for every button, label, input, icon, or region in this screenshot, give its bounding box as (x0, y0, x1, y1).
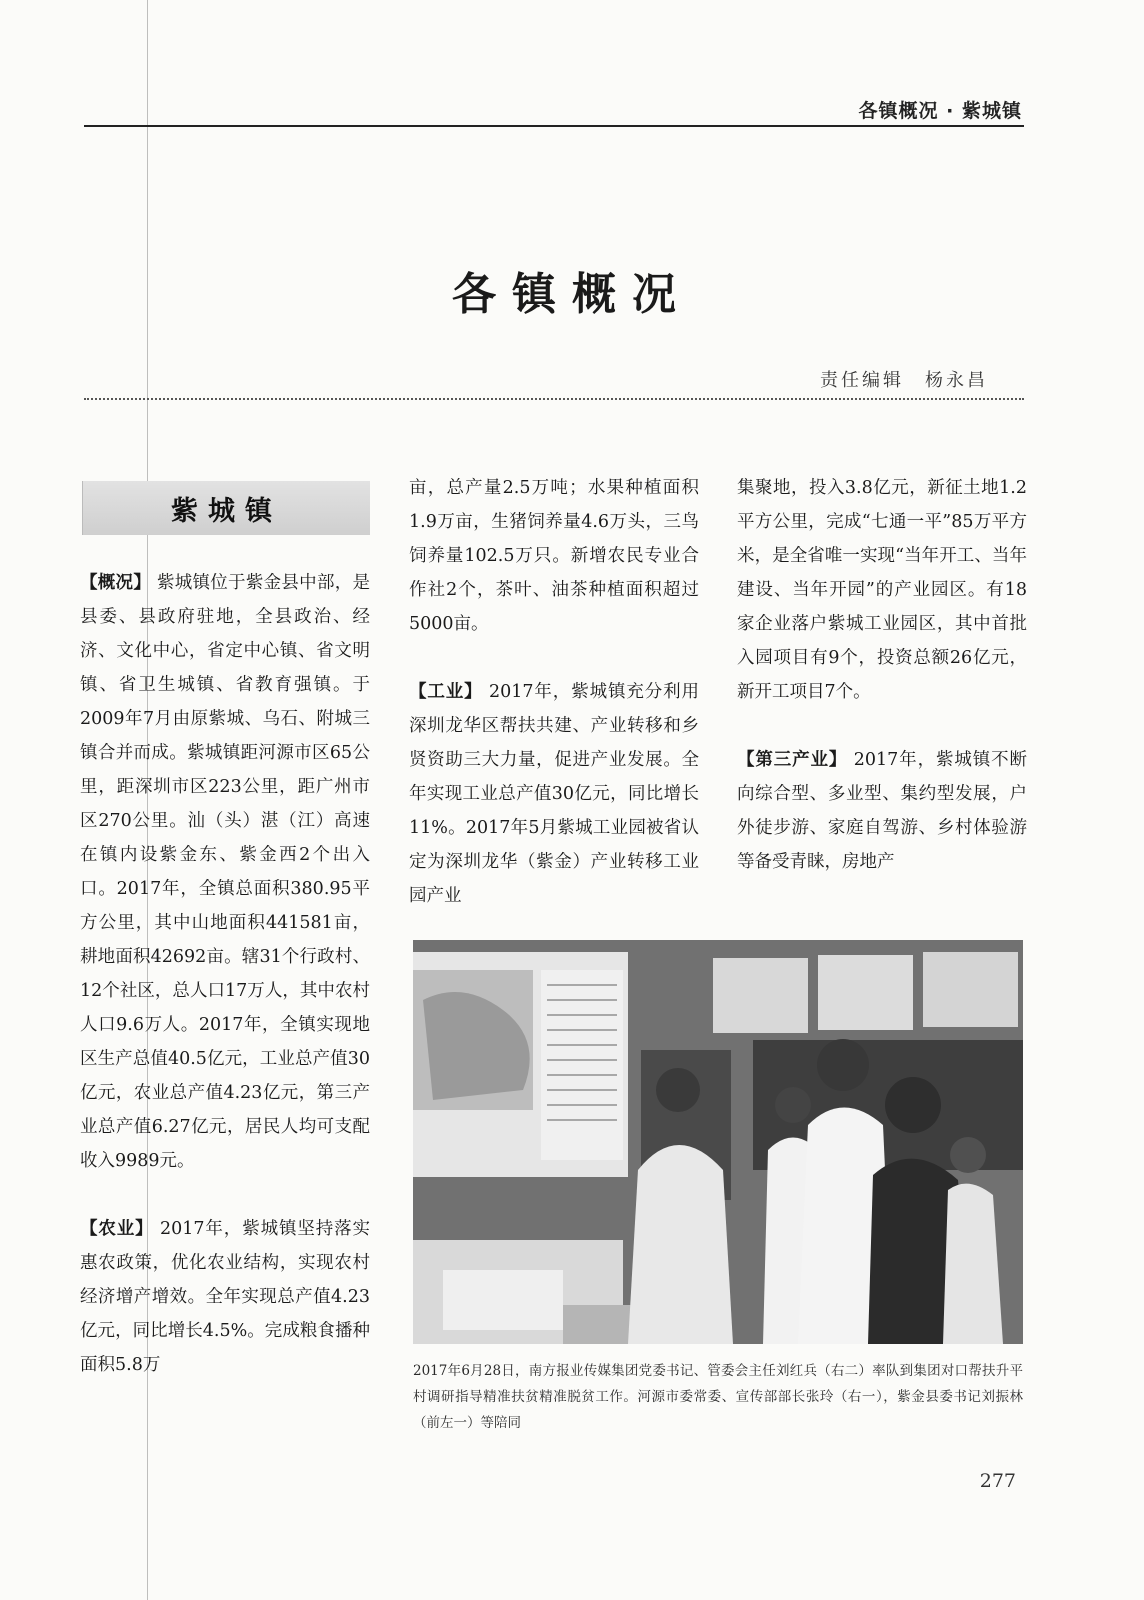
column-3 (737, 471, 1027, 879)
column-1 (80, 566, 370, 1382)
agriculture-text: 2017年，紫城镇坚持落实惠农政策，优化农业结构，实现农村经济增产增效。全年实现总产值4.23亿元，同比增长4.5%。完成粮食播种面积5.8万 (80, 1219, 370, 1375)
paragraph-agriculture (80, 1212, 370, 1382)
editor-credit: 责任编辑 杨永昌 (820, 370, 988, 391)
tag-overview: 【概况】 (80, 573, 152, 593)
page-number: 277 (979, 1470, 1016, 1492)
paragraph-industry (409, 675, 699, 913)
industry-text: 2017年，紫城镇充分利用深圳龙华区帮扶共建、产业转移和乡贤资助三大力量，促进产业发展。全年实现工业总产值30亿元，同比增长11%。2017年5月紫城工业园被省认定为深圳龙华（紫金）产业转移工业园产业 (409, 682, 699, 906)
tag-tertiary: 【第三产业】 (737, 750, 848, 770)
paragraph-overview (80, 566, 370, 1178)
paragraph-agriculture-cont (409, 471, 699, 641)
column-2 (409, 471, 699, 913)
photo-caption: 2017年6月28日，南方报业传媒集团党委书记、管委会主任刘红兵（右二）率队到集团对口帮扶升平村调研指导精准扶贫精准脱贫工作。河源市委常委、宣传部部长张玲（右一），紫金县委书记刘振林（前左一）等陪同 (413, 1363, 1023, 1431)
photo-illustration (413, 940, 1023, 1344)
dotted-divider (84, 398, 1024, 400)
paragraph-industry-cont (737, 471, 1027, 709)
overview-text: 紫城镇位于紫金县中部，是县委、县政府驻地，全县政治、经济、文化中心，省定中心镇、省文明镇、省卫生城镇、省教育强镇。于2009年7月由原紫城、乌石、附城三镇合并而成。紫城镇距河源市区65公里，距深圳市区223公里，距广州市区270公里。汕（头）湛（江）高速在镇内设紫金东、紫金西2个出入口。2017年，全镇总面积380.95平方公里，其中山地面积441581亩，耕地面积42692亩。辖31个行政村、12个社区，总人口17万人，其中农村人口9.6万人。2017年，全镇实现地区生产总值40.5亿元，工业总产值30亿元，农业总产值4.23亿元，第三产业总产值6.27亿元，居民人均可支配收入9989元。 (80, 573, 370, 1171)
tag-agriculture: 【农业】 (80, 1219, 154, 1239)
news-photo (413, 940, 1023, 1344)
industry-continuation: 集聚地，投入3.8亿元，新征土地1.2平方公里，完成“七通一平”85万平方米，是全省唯一实现“当年开工、当年建设、当年开园”的产业园区。有18家企业落户紫城工业园区，其中首批入园项目有9个，投资总额26亿元，新开工项目7个。 (737, 478, 1027, 702)
tertiary-text: 2017年，紫城镇不断向综合型、多业型、集约型发展，户外徒步游、家庭自驾游、乡村体验游等备受青睐，房地产 (737, 750, 1027, 872)
tag-industry: 【工业】 (409, 682, 483, 702)
header-rule (84, 125, 1024, 127)
section-title: 紫城镇 (171, 495, 282, 527)
chapter-title: 各镇概况 (452, 269, 692, 320)
running-header: 各镇概况 · 紫城镇 (858, 100, 1022, 122)
paragraph-tertiary (737, 743, 1027, 879)
section-heading (82, 481, 370, 535)
agriculture-continuation: 亩，总产量2.5万吨；水果种植面积1.9万亩，生猪饲养量4.6万头，三鸟饲养量102.5万只。新增农民专业合作社2个，茶叶、油茶种植面积超过5000亩。 (409, 478, 699, 634)
